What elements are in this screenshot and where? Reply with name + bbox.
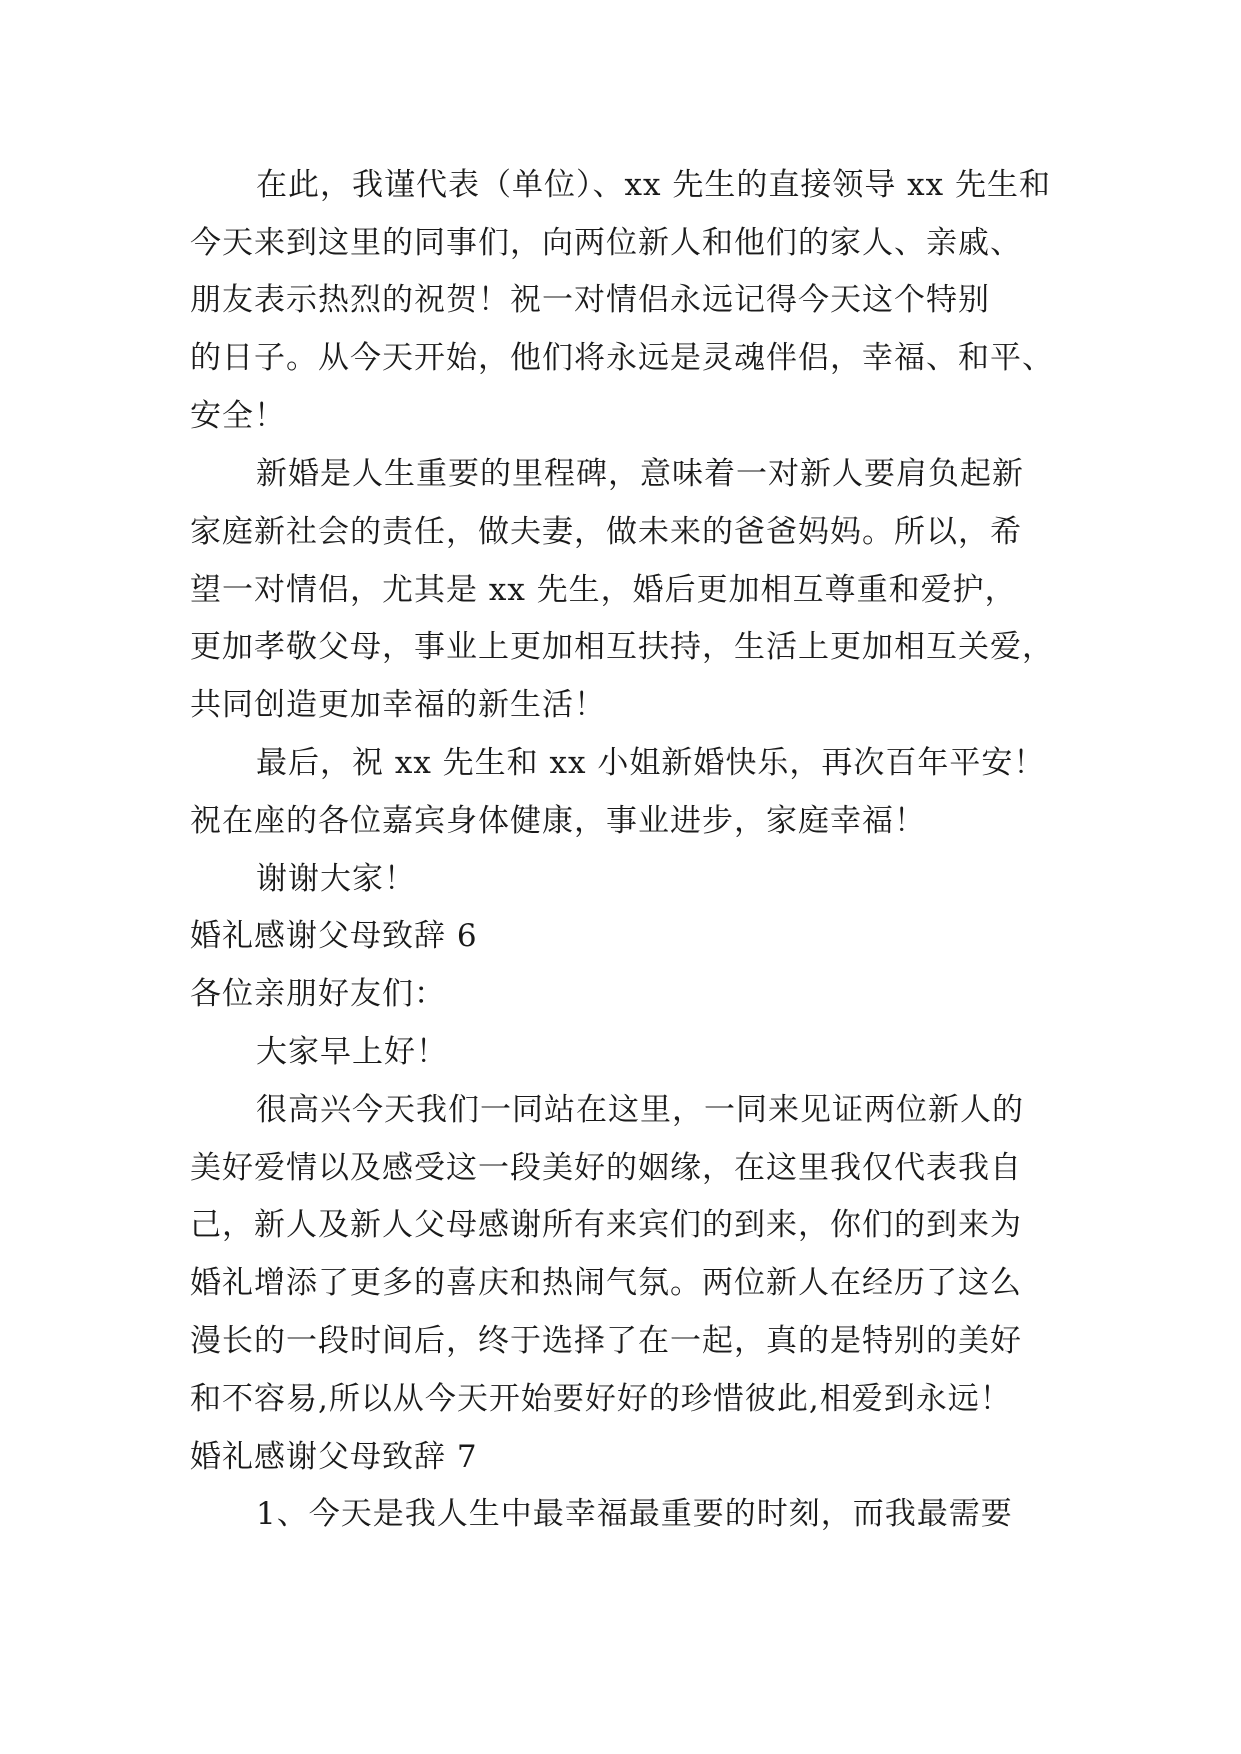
paragraph-line: 共同创造更加幸福的新生活！ (190, 687, 606, 723)
paragraph-line: 更加孝敬父母，事业上更加相互扶持，生活上更加相互关爱， (190, 629, 1054, 665)
paragraph-line: 大家早上好！ (256, 1034, 448, 1070)
paragraph-line: 最后，祝 xx 先生和 xx 小姐新婚快乐，再次百年平安！ (256, 745, 1046, 781)
paragraph-line: 在此，我谨代表（单位）、xx 先生的直接领导 xx 先生和 (256, 167, 1051, 203)
paragraph-line: 朋友表示热烈的祝贺！祝一对情侣永远记得今天这个特别 (190, 282, 990, 318)
section-heading: 婚礼感谢父母致辞 6 (190, 918, 478, 954)
paragraph-line: 安全！ (190, 398, 286, 434)
paragraph-line: 望一对情侣，尤其是 xx 先生，婚后更加相互尊重和爱护， (190, 572, 1017, 608)
greeting-line: 各位亲朋好友们： (190, 976, 446, 1012)
paragraph-line: 和不容易,所以从今天开始要好好的珍惜彼此,相爱到永远！ (190, 1381, 1012, 1417)
section-heading: 婚礼感谢父母致辞 7 (190, 1439, 478, 1475)
paragraph-line: 1、今天是我人生中最幸福最重要的时刻，而我最需要 (256, 1496, 1013, 1532)
paragraph-line: 祝在座的各位嘉宾身体健康，事业进步，家庭幸福！ (190, 803, 926, 839)
paragraph-line: 今天来到这里的同事们，向两位新人和他们的家人、亲戚、 (190, 225, 1022, 261)
paragraph-line: 谢谢大家！ (256, 861, 416, 897)
paragraph-line: 美好爱情以及感受这一段美好的姻缘，在这里我仅代表我自 (190, 1150, 1022, 1186)
paragraph-line: 漫长的一段时间后，终于选择了在一起，真的是特别的美好 (190, 1323, 1022, 1359)
paragraph-line: 的日子。从今天开始，他们将永远是灵魂伴侣，幸福、和平、 (190, 340, 1054, 376)
paragraph-line: 新婚是人生重要的里程碑，意味着一对新人要肩负起新 (256, 456, 1024, 492)
paragraph-line: 很高兴今天我们一同站在这里，一同来见证两位新人的 (256, 1092, 1024, 1128)
paragraph-line: 己，新人及新人父母感谢所有来宾们的到来，你们的到来为 (190, 1207, 1022, 1243)
paragraph-line: 家庭新社会的责任，做夫妻，做未来的爸爸妈妈。所以，希 (190, 514, 1022, 550)
paragraph-line: 婚礼增添了更多的喜庆和热闹气氛。两位新人在经历了这么 (190, 1265, 1022, 1301)
